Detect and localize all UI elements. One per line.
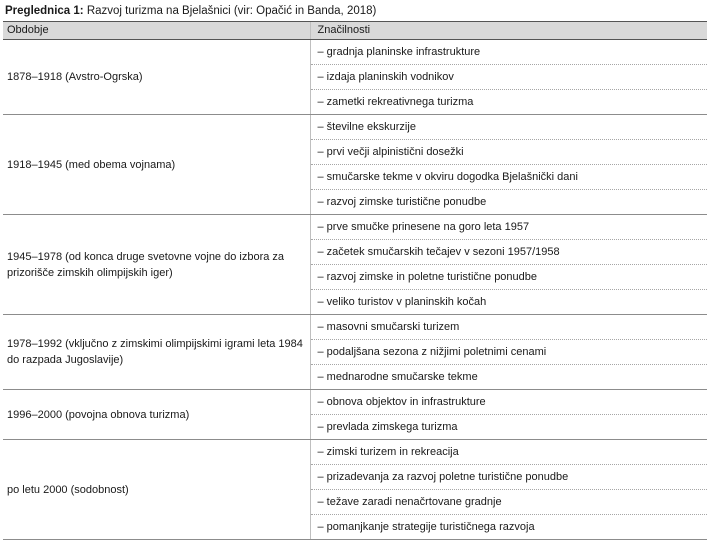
caption-label: Preglednica 1: xyxy=(5,5,84,17)
development-table xyxy=(3,21,707,540)
table-row xyxy=(3,215,707,240)
feature-cell: – izdaja planinskih vodnikov xyxy=(310,65,707,90)
header-features: Značilnosti xyxy=(310,22,707,40)
table-header xyxy=(3,22,707,40)
feature-cell: – prve smučke prinesene na goro leta 1957 xyxy=(310,215,707,240)
feature-cell: – mednarodne smučarske tekme xyxy=(310,365,707,390)
feature-cell: – številne ekskurzije xyxy=(310,115,707,140)
period-cell: 1918–1945 (med obema vojnama) xyxy=(3,115,310,215)
feature-cell: – razvoj zimske turistične ponudbe xyxy=(310,190,707,215)
header-period: Obdobje xyxy=(3,22,310,40)
caption-text: Razvoj turizma na Bjelašnici (vir: Opačić in Banda, 2018) xyxy=(83,5,377,17)
feature-cell: – prizadevanja za razvoj poletne turistične ponudbe xyxy=(310,465,707,490)
period-cell: po letu 2000 (sodobnost) xyxy=(3,440,310,540)
period-cell: 1945–1978 (od konca druge svetovne vojne do izbora za prizorišče zimskih olimpijskih iger) xyxy=(3,215,310,315)
feature-cell: – začetek smučarskih tečajev v sezoni 1957/1958 xyxy=(310,240,707,265)
feature-cell: – razvoj zimske in poletne turistične ponudbe xyxy=(310,265,707,290)
table-row xyxy=(3,115,707,140)
table-row xyxy=(3,315,707,340)
table-row xyxy=(3,40,707,65)
header-row xyxy=(3,22,707,40)
feature-cell: – podaljšana sezona z nižjimi poletnimi cenami xyxy=(310,340,707,365)
feature-cell: – smučarske tekme v okviru dogodka Bjelašnički dani xyxy=(310,165,707,190)
table-row xyxy=(3,440,707,465)
period-cell: 1878–1918 (Avstro-Ogrska) xyxy=(3,40,310,115)
feature-cell: – obnova objektov in infrastrukture xyxy=(310,390,707,415)
feature-cell: – zametki rekreativnega turizma xyxy=(310,90,707,115)
feature-cell: – gradnja planinske infrastrukture xyxy=(310,40,707,65)
feature-cell: – prvi večji alpinistični dosežki xyxy=(310,140,707,165)
table-caption xyxy=(5,3,376,19)
table-row xyxy=(3,390,707,415)
feature-cell: – pomanjkanje strategije turističnega razvoja xyxy=(310,515,707,540)
feature-cell: – masovni smučarski turizem xyxy=(310,315,707,340)
period-cell: 1996–2000 (povojna obnova turizma) xyxy=(3,390,310,440)
feature-cell: – veliko turistov v planinskih kočah xyxy=(310,290,707,315)
period-cell: 1978–1992 (vključno z zimskimi olimpijskimi igrami leta 1984 do razpada Jugoslavije) xyxy=(3,315,310,390)
table-body xyxy=(3,40,707,540)
feature-cell: – težave zaradi nenačrtovane gradnje xyxy=(310,490,707,515)
feature-cell: – prevlada zimskega turizma xyxy=(310,415,707,440)
feature-cell: – zimski turizem in rekreacija xyxy=(310,440,707,465)
